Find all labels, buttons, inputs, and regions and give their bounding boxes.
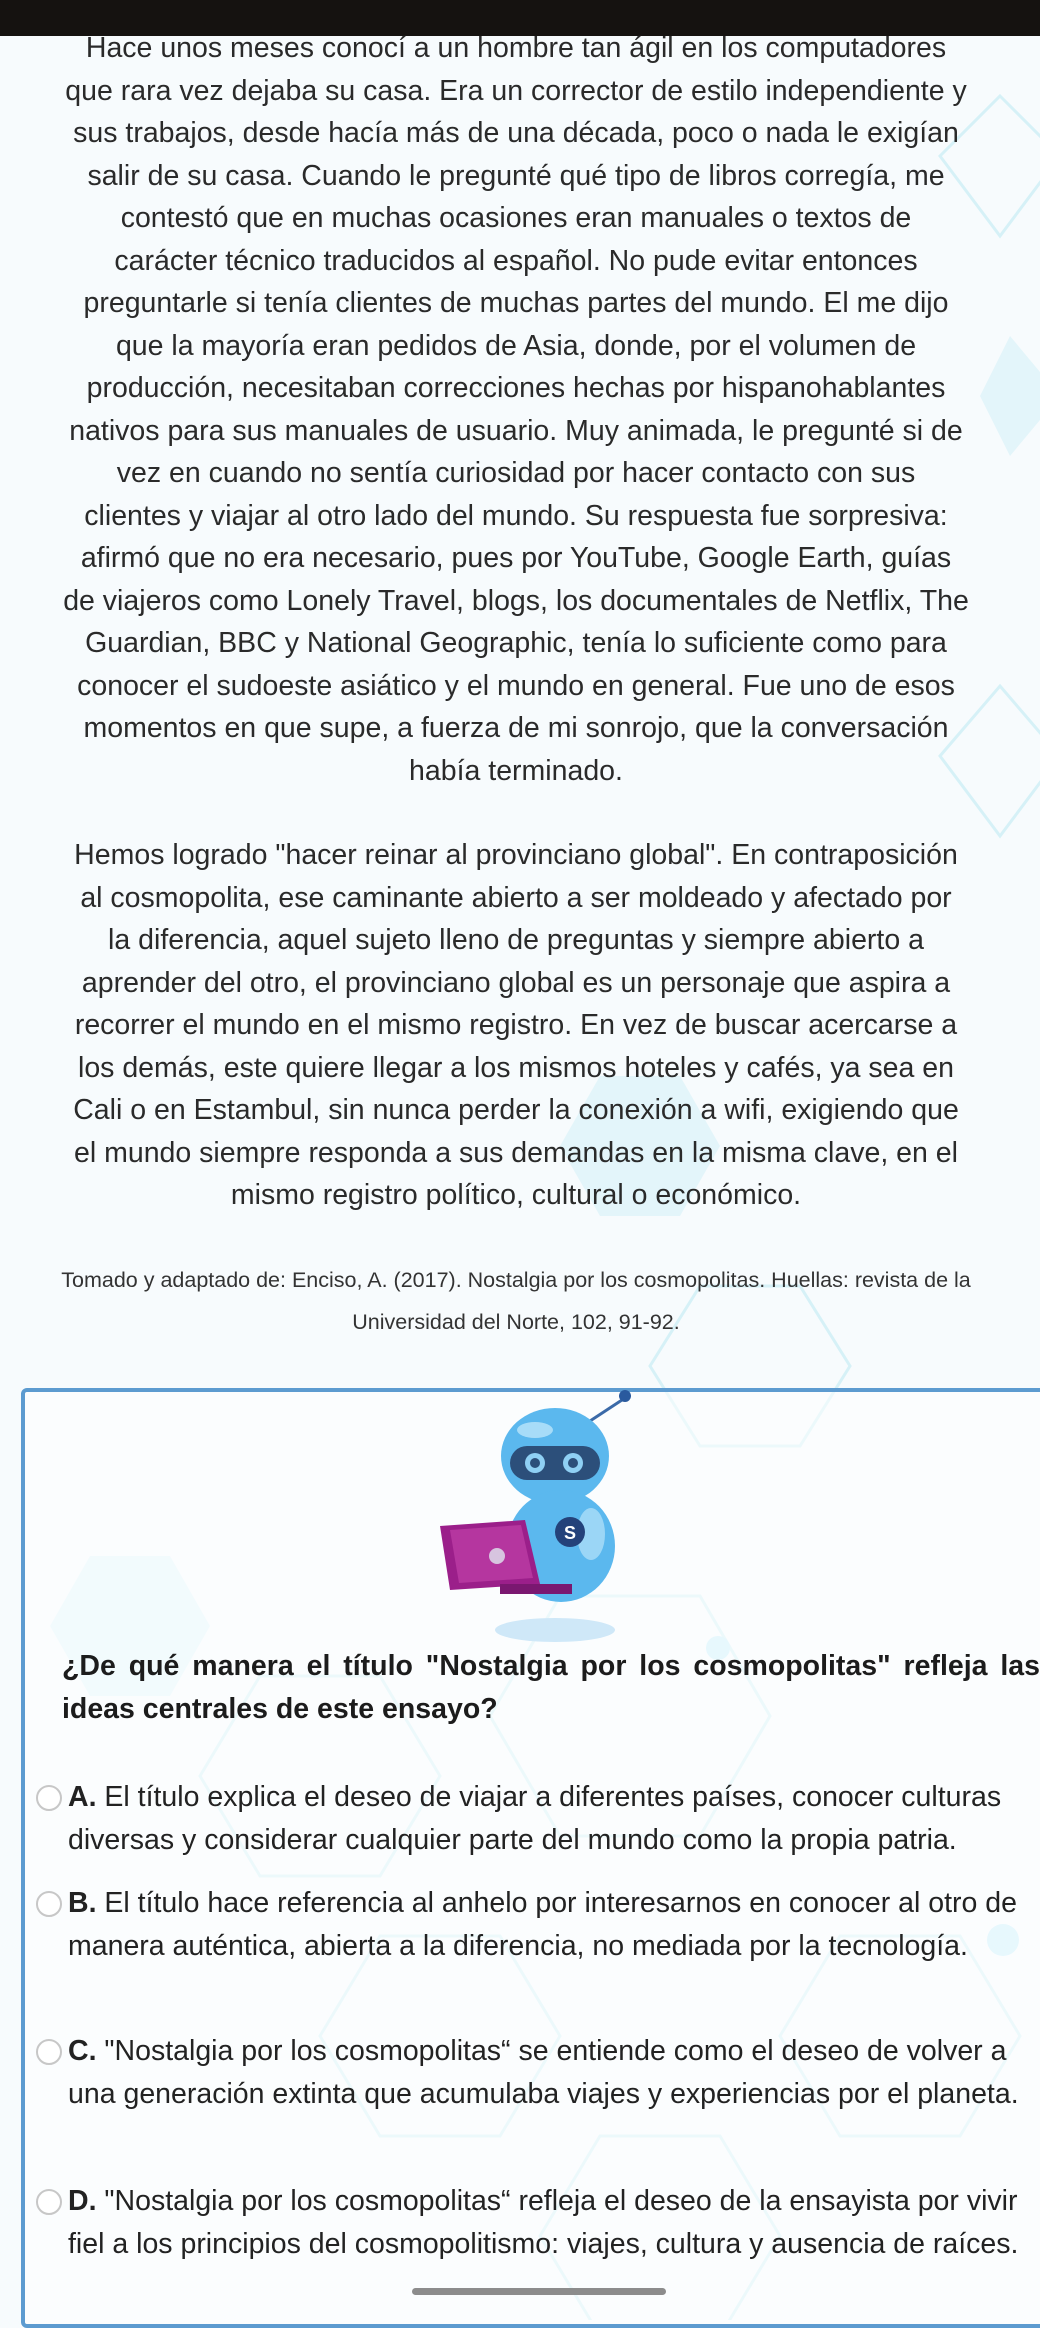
radio-button-a[interactable] — [36, 1785, 62, 1811]
radio-button-d[interactable] — [36, 2189, 62, 2215]
option-c-body: "Nostalgia por los cosmopolitas“ se entiende como el deseo de volver a una generación extinta que acumulaba viajes y experiencias por el planeta. — [68, 2035, 1019, 2110]
passage-line: al cosmopolita, ese caminante abierto a ser moldeado y afectado por — [80, 881, 952, 914]
robot-mascot-illustration — [415, 1384, 675, 1654]
passage-line: sus trabajos, desde hacía más de una década, poco o nada le exigían — [73, 117, 959, 149]
option-c-letter: C. — [68, 2035, 97, 2067]
passage-line: la diferencia, aquel sujeto lleno de preguntas y siempre abierto a — [108, 924, 924, 956]
option-d-text — [68, 2180, 1040, 2266]
option-a-text — [68, 1776, 1040, 1862]
passage-line: Hace unos meses conocí a un hombre tan ágil en los computadores — [85, 32, 947, 64]
radio-button-b[interactable] — [36, 1891, 62, 1917]
citation-line: Tomado y adaptado de: Enciso, A. (2017). Nostalgia por los cosmopolitas. Huellas: revista de la — [61, 1268, 971, 1292]
option-b-text — [68, 1882, 1040, 1968]
source-citation — [36, 1259, 996, 1343]
passage-line: carácter técnico traducidos al español. No pude evitar entonces — [114, 244, 918, 277]
passage-line: Cali o en Estambul, sin nunca perder la conexión a wifi, exigiendo que — [73, 1094, 959, 1126]
option-d-body: "Nostalgia por los cosmopolitas“ refleja el deseo de la ensayista por vivir fiel a los principios del cosmopolitismo: viajes, cultura y ausencia de raíces. — [68, 2185, 1019, 2260]
passage-line: Guardian, BBC y National Geographic, tenía lo suficiente como para — [85, 627, 947, 659]
passage-line: momentos en que supe, a fuerza de mi sonrojo, que la conversación — [83, 712, 949, 744]
passage-paragraph-2 — [36, 834, 996, 1217]
radio-button-c[interactable] — [36, 2039, 62, 2065]
passage-line: que rara vez dejaba su casa. Era un corrector de estilo independiente y — [65, 74, 967, 107]
passage-line: producción, necesitaban correcciones hechas por hispanohablantes — [86, 372, 946, 404]
passage-line: afirmó que no era necesario, pues por YouTube, Google Earth, guías — [80, 542, 952, 574]
passage-line: recorrer el mundo en el mismo registro. En vez de buscar acercarse a — [74, 1009, 958, 1041]
passage-line: Hemos logrado "hacer reinar al provinciano global". En contraposición — [74, 839, 958, 871]
passage-line: nativos para sus manuales de usuario. Muy animada, le pregunté si de — [69, 414, 963, 447]
option-b-letter: B. — [68, 1887, 97, 1919]
option-d-letter: D. — [68, 2185, 97, 2217]
passage-line: conocer el sudoeste asiático y el mundo en general. Fue uno de esos — [77, 669, 955, 702]
passage-line: había terminado. — [409, 754, 623, 787]
mascot-badge: S — [563, 1523, 577, 1543]
passage-line: aprender del otro, el provinciano global es un personaje que aspira a — [81, 966, 951, 999]
passage-line: que la mayoría eran pedidos de Asia, donde, por el volumen de — [115, 329, 917, 362]
option-c-text — [68, 2030, 1040, 2116]
option-a-body: El título explica el deseo de viajar a diferentes países, conocer culturas diversas y considerar cualquier parte del mundo como la propia patria. — [68, 1781, 1002, 1856]
passage-line: preguntarle si tenía clientes de muchas partes del mundo. El me dijo — [83, 287, 949, 319]
passage-line: mismo registro político, cultural o económico. — [230, 1179, 802, 1211]
passage-line: contestó que en muchas ocasiones eran manuales o textos de — [120, 202, 912, 234]
passage-line: el mundo siempre responda a sus demandas en la misma clave, en el — [74, 1136, 958, 1169]
option-b-body: El título hace referencia al anhelo por interesarnos en conocer al otro de manera auténtica, abierta a la diferencia, no mediada por la tecnología. — [68, 1887, 1017, 1962]
passage-line: de viajeros como Lonely Travel, blogs, los documentales de Netflix, The — [63, 584, 969, 617]
citation-line: Universidad del Norte, 102, 91-92. — [352, 1310, 680, 1334]
option-a-letter: A. — [68, 1781, 97, 1813]
home-indicator[interactable] — [412, 2288, 666, 2295]
passage-line: clientes y viajar al otro lado del mundo. Su respuesta fue sorpresiva: — [84, 499, 948, 532]
question-text: ¿De qué manera el título "Nostalgia por los cosmopolitas" refleja las ideas centrales de este ensayo? — [62, 1650, 1040, 1725]
passage-line: los demás, este quiere llegar a los mismos hoteles y cafés, ya sea en — [77, 1051, 954, 1084]
passage-line: vez en cuando no sentía curiosidad por hacer contacto con sus — [116, 457, 916, 489]
passage-line: salir de su casa. Cuando le pregunté qué tipo de libros corregía, me — [87, 159, 945, 192]
passage-paragraph-1 — [36, 27, 996, 792]
